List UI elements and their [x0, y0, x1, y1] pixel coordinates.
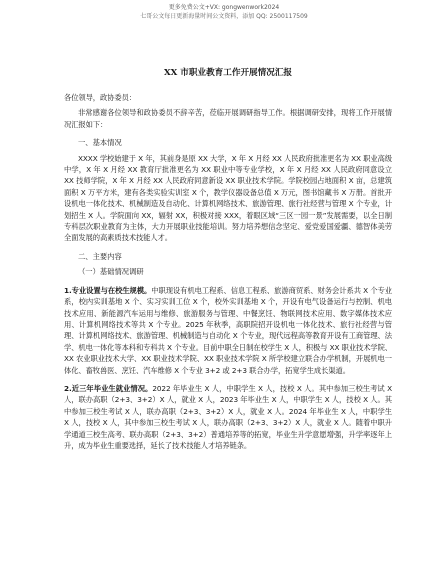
- page-header: [0, 3, 448, 21]
- header-line-1: 更多免费公文+VX: gongwenwork2024: [168, 4, 280, 11]
- section-2-subheading: （一）基础情况调研: [78, 267, 144, 277]
- document-title: XX 市职业教育工作开展情况汇报: [163, 68, 293, 78]
- item-1-lead: 1.专业设置与在校生规模。: [64, 285, 152, 295]
- intro-paragraph: 非常感谢各位领导和政协委员不辞辛苦，莅临开展调研指导工作。根据调研安排，现将工作开展情况汇报如下：: [64, 108, 392, 129]
- item-2-lead: 2.近三年毕业生就业情况。: [64, 383, 153, 393]
- document-body: [64, 67, 392, 451]
- item-1-paragraph: [64, 285, 392, 376]
- section-2-heading: 二、主要内容: [78, 251, 122, 261]
- section-1-paragraph: XXXX 学校始建于 X 年，其前身是原 XX 大学，X 年 X 月经 XX 人民政府批准更名为 XX 职业高级中学，X 年 X 月经 XX 教育厅批准更名为 XX 职业中等专业学校，X 年 X 月经 XX 人民政府同意设立 XX 技师学院，X 年 X 月经 XX 人民政府同意新设 XX 职业技术学院。学院校园占地面积 X 亩，总建筑面积 X 万平方米，建有各类实验实训室 X 个，教学仪器设备总值 X 万元，图书馆藏书 X 万册。首批开设机电一体化技术、机械制造及自动化、计算机网络技术、旅游管理、旅行社经营与管理 X 个专业，计划招生 X 人。学院面向 XX，辐射 XX，积极对接 XXX，着眼区域“三区一园一景”发展需要，以全日制专科层次职业教育为主体，大力开展职业技能培训。努力培养想信念坚定、爱党爱国爱疆、德智体美劳全面发展的高素质技术技能人才。: [64, 153, 392, 243]
- item-2-text: 2022 年毕业生 X 人，中职学生 X 人，技校 X 人。其中参加三校生考试 X 人，联办高职（2+3、3+2）X 人，就业 X 人，2023 年毕业生 X 人，中职学生 X 人，技校 X 人。其中参加三校生考试 X 人，联办高职（2+3、3+2）X 人，就业 X 人。2024 年毕业生 X 人，中职学生 X 人，技校 X 人，其中参加三校生考试 X 人，联办高职（2+3、3+2）X 人，就业 X 人。随着中职升学通道三校生高考、联办高职（2+3、3+2）普通培养等的拓宽，毕业生升学意愿增强，升学率逐年上升，成为毕业生重要选择，延长了技术技能人才培养链条。: [64, 383, 392, 450]
- header-line-2: 七哥公文每日更新海量时间公文资料，添加 QQ: 2500117509: [140, 13, 308, 20]
- section-1-heading: 一、基本情况: [78, 138, 122, 148]
- greeting: 各位领导，政协委员：: [64, 93, 136, 102]
- item-2-paragraph: [64, 383, 392, 451]
- item-1-text: 中职现设有机电工程系、信息工程系、旅游商贸系、财务会计系共 X 个专业系，校内实训基地 X 个、实习实训工位 X 个，校外实训基地 X 个，开设有电气设备运行与控制、机电技术应用、新能源汽车运用与维修、旅游服务与管理、中餐烹饪、物联网技术应用、数字媒体技术应用、计算机网络技术等共 X 个专业。2025 年秋季，高职院招开设机电一体化技术、旅行社经营与管理、计算机网络技术、旅游管理、机械制造与自动化 X 个专业，现代远程高等教育开设有工商管理、法学、机电一体化等本科和专科共 X 个专业。目前中职全日制在校学生 X 人，积极与 XX 职业技术学院、XX 农业职业技术大学、XX 职业技术学院、XX 职业技术学院 X 所学校建立联合办学机制，开展机电一体化、畜牧兽医、烹饪、汽车维修 X 个专业 3+2 或 2+3 联合办学，拓宽学生成长渠道。: [64, 285, 392, 375]
